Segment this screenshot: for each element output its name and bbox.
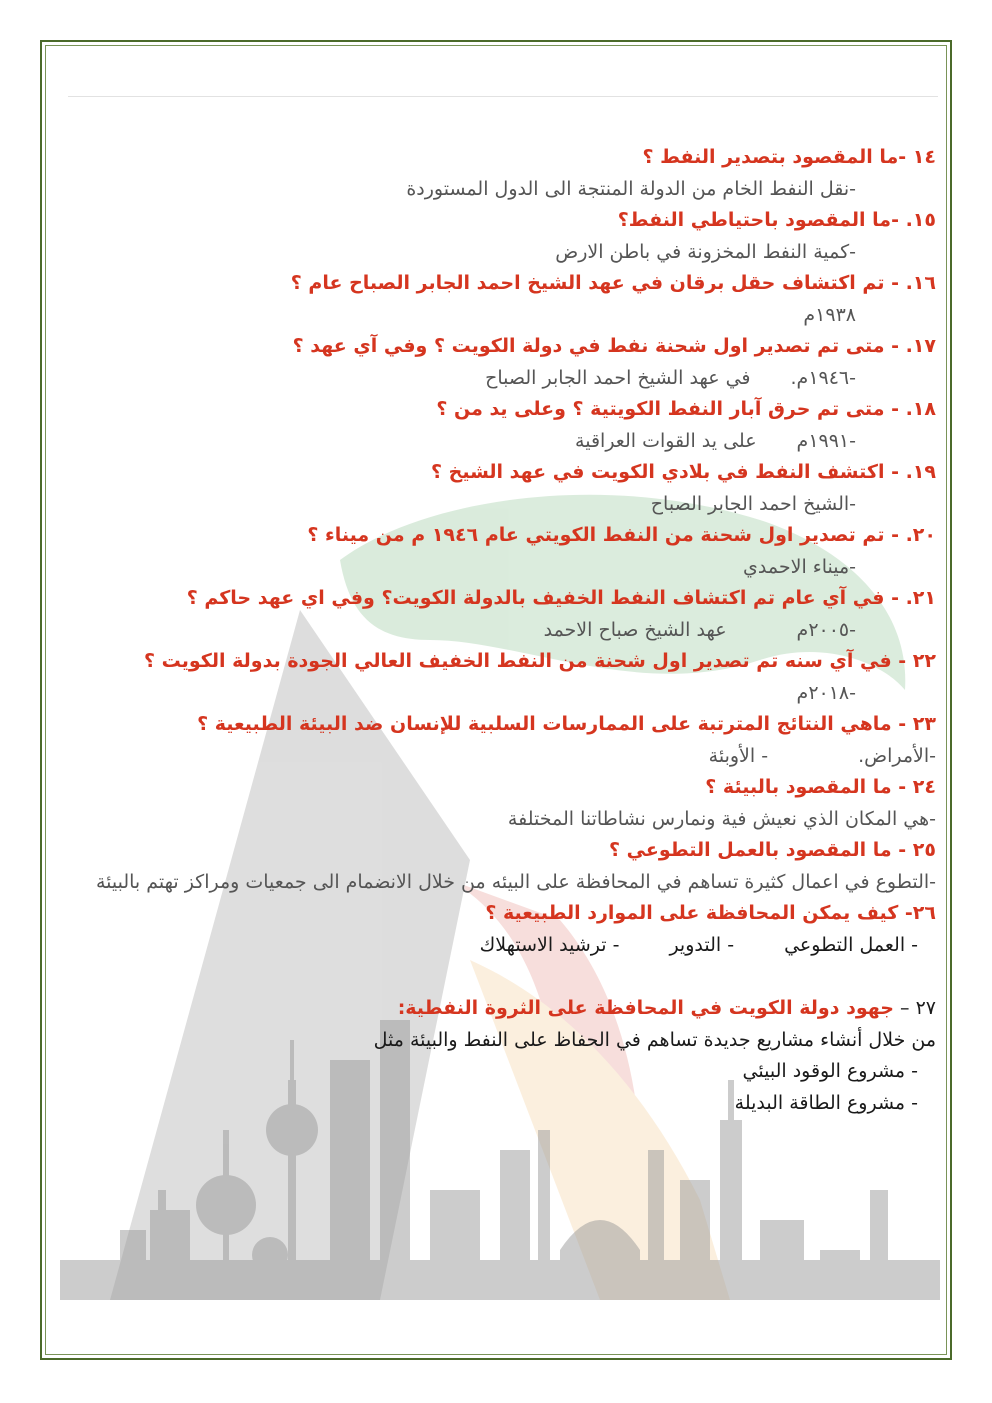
question-26: ٢٦- كيف يمكن المحافظة على الموارد الطبيعية ؟ xyxy=(485,902,936,924)
answer-21-year: -٢٠٠٥م xyxy=(796,618,856,641)
answer-26-consumption: - ترشيد الاستهلاك xyxy=(479,933,620,956)
answer-18-who: على يد القوات العراقية xyxy=(575,429,757,452)
answer-19: -الشيخ احمد الجابر الصباح xyxy=(650,492,856,515)
header-divider xyxy=(68,96,938,97)
answer-23-diseases: -الأمراض. xyxy=(858,744,936,767)
answer-17 xyxy=(60,363,936,395)
answer-24: -هي المكان الذي نعيش فية ونمارس نشاطاتنا المختلفة xyxy=(507,807,936,830)
answer-17-ruler: في عهد الشيخ احمد الجابر الصباح xyxy=(485,366,751,389)
answer-27-item-2: - مشروع الطاقة البديلة xyxy=(734,1091,918,1114)
answer-21-ruler: عهد الشيخ صباح الاحمد xyxy=(543,618,727,641)
question-25: ٢٥ - ما المقصود بالعمل التطوعي ؟ xyxy=(609,839,936,861)
question-15: ١٥. -ما المقصود باحتياطي النفط؟ xyxy=(617,209,936,231)
question-14: ١٤ -ما المقصود بتصدير النفط ؟ xyxy=(642,146,936,168)
answer-26-list xyxy=(60,930,936,962)
question-18: ١٨. - متى تم حرق آبار النفط الكويتية ؟ وعلى يد من ؟ xyxy=(436,398,936,420)
answer-15: -كمية النفط المخزونة في باطن الارض xyxy=(555,240,856,263)
answer-20: -ميناء الاحمدي xyxy=(743,555,856,578)
answer-26-volunteer: - العمل التطوعي xyxy=(784,933,918,956)
answer-26-recycling: - التدوير xyxy=(669,933,735,956)
answer-27-intro: من خلال أنشاء مشاريع جديدة تساهم في الحفاظ على النفط والبيئة مثل xyxy=(373,1028,936,1051)
answer-21 xyxy=(60,615,936,647)
questions-content xyxy=(60,142,936,1119)
question-27-title: جهود دولة الكويت في المحافظة على الثروة النفطية: xyxy=(397,997,894,1019)
question-22: ٢٢ - في آي سنه تم تصدير اول شحنة من النفط الخفيف العالي الجودة بدولة الكويت ؟ xyxy=(144,650,936,672)
spacer xyxy=(60,961,936,993)
question-27-number: ٢٧ – xyxy=(900,997,936,1019)
answer-27-item-1: - مشروع الوقود البيئي xyxy=(742,1060,918,1082)
question-27 xyxy=(60,993,936,1025)
answer-22: -٢٠١٨م xyxy=(796,681,856,704)
question-23: ٢٣ - ماهي النتائج المترتبة على الممارسات السلبية للإنسان ضد البيئة الطبيعية ؟ xyxy=(197,713,936,735)
question-19: ١٩. - اكتشف النفط في بلادي الكويت في عهد الشيخ ؟ xyxy=(430,461,936,483)
question-24: ٢٤ - ما المقصود بالبيئة ؟ xyxy=(705,776,936,798)
answer-23 xyxy=(60,741,936,773)
question-21: ٢١. - في آي عام تم اكتشاف النفط الخفيف بالدولة الكويت؟ وفي اي عهد حاكم ؟ xyxy=(186,587,936,609)
question-17: ١٧. - متى تم تصدير اول شحنة نفط في دولة الكويت ؟ وفي آي عهد ؟ xyxy=(292,335,936,357)
question-20: ٢٠. - تم تصدير اول شحنة من النفط الكويتي عام ١٩٤٦ م من ميناء ؟ xyxy=(307,524,936,546)
answer-18-year: -١٩٩١م xyxy=(796,429,856,452)
answer-16: ١٩٣٨م xyxy=(803,303,856,326)
answer-18 xyxy=(60,426,936,458)
answer-14: -نقل النفط الخام من الدولة المنتجة الى الدول المستوردة xyxy=(406,177,856,200)
answer-17-year: -١٩٤٦م. xyxy=(790,366,856,389)
answer-25: -التطوع في اعمال كثيرة تساهم في المحافظة على البيئه من خلال الانضمام الى جمعيات ومراكز تهتم بالبيئة xyxy=(95,870,936,893)
question-16: ١٦. - تم اكتشاف حقل برقان في عهد الشيخ احمد الجابر الصباح عام ؟ xyxy=(290,272,936,294)
answer-23-epidemics: - الأوبئة xyxy=(708,744,769,767)
